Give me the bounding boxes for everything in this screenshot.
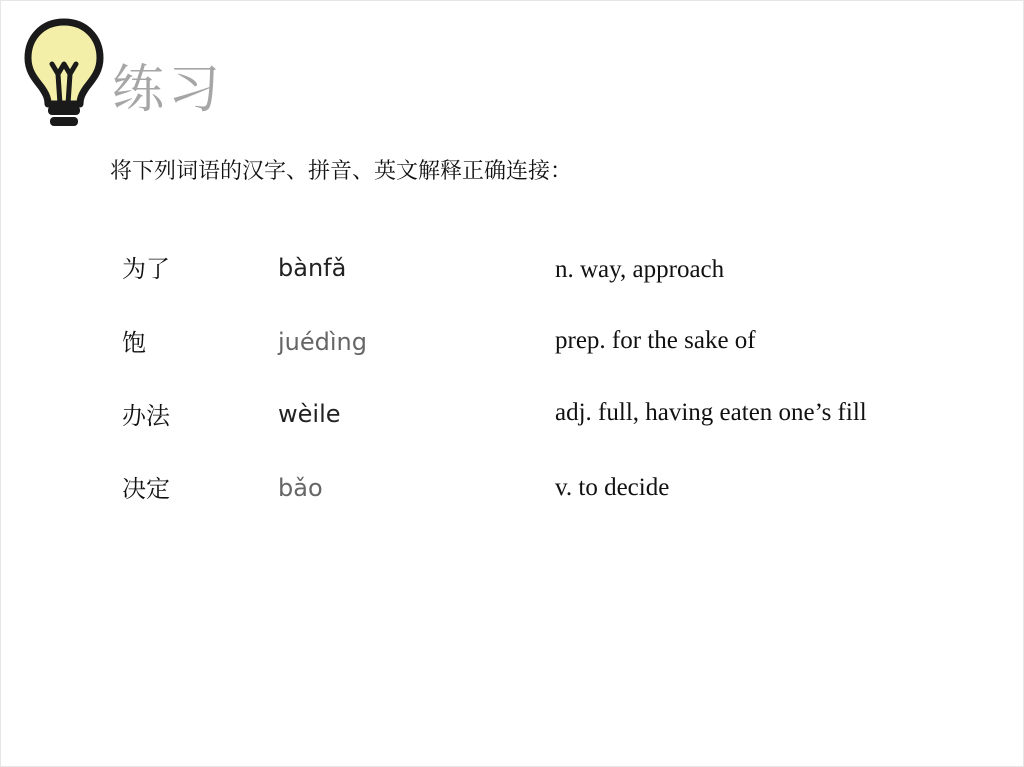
- hanzi-item: 为了: [122, 255, 170, 283]
- hanzi-item: 办法: [122, 402, 170, 430]
- pinyin-item: wèile: [278, 400, 341, 428]
- pinyin-item: bànfǎ: [278, 254, 347, 282]
- english-item: prep. for the sake of: [555, 327, 756, 354]
- hanzi-item: 饱: [122, 329, 146, 357]
- english-item: n. way, approach: [555, 256, 725, 283]
- instruction-text: 将下列词语的汉字、拼音、英文解释正确连接：: [110, 159, 573, 184]
- page-title: 练习: [112, 60, 225, 120]
- hanzi-item: 决定: [122, 475, 170, 503]
- lightbulb-icon: [24, 18, 104, 134]
- english-item: adj. full, having eaten one’s fill: [555, 399, 867, 426]
- pinyin-item: bǎo: [278, 474, 323, 502]
- pinyin-item: juédìng: [278, 328, 367, 356]
- english-item: v. to decide: [555, 474, 670, 501]
